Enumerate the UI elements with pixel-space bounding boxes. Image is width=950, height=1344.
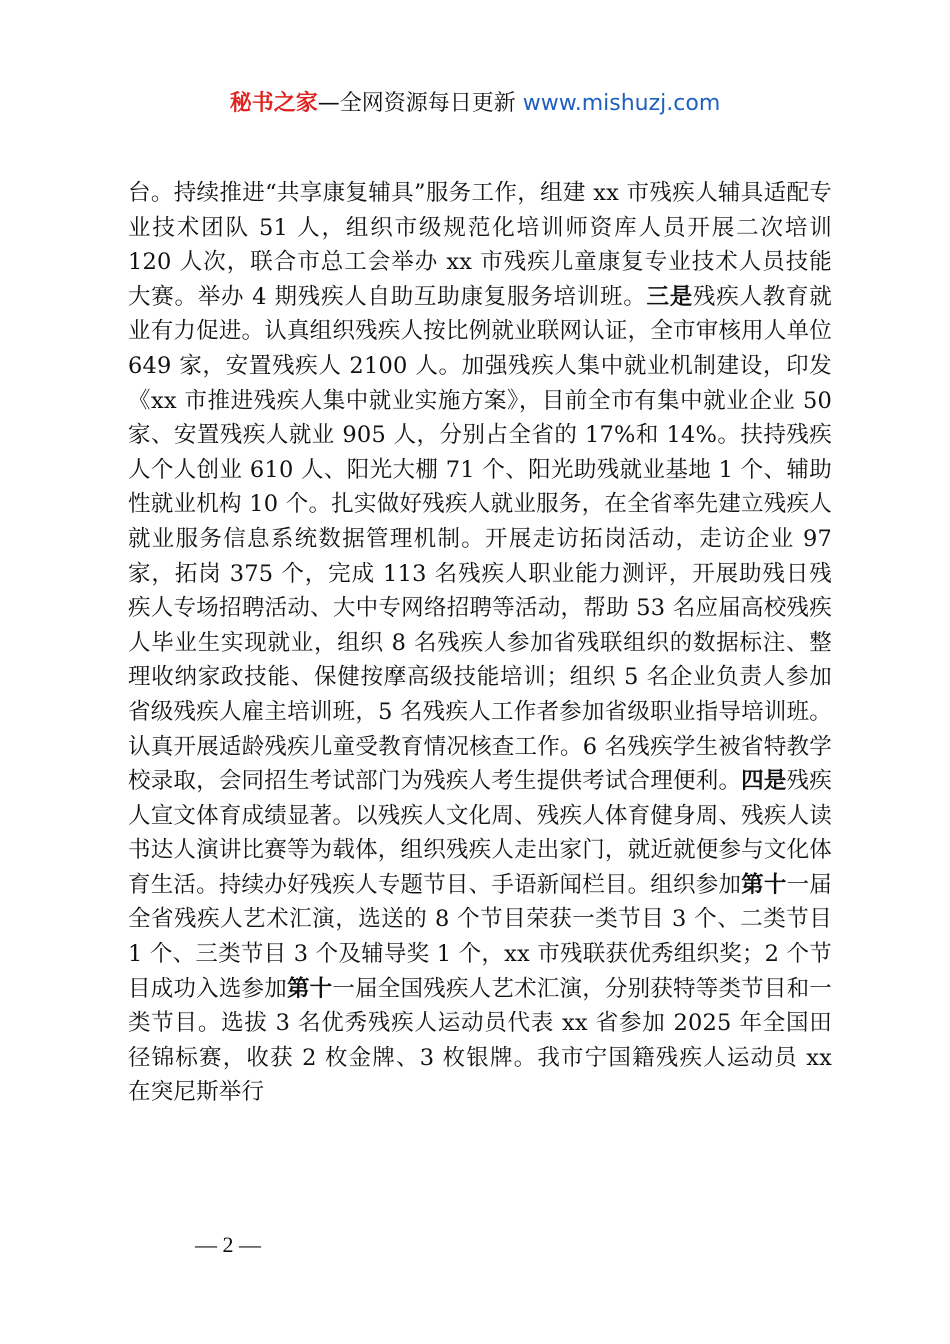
site-header — [0, 88, 950, 120]
bold-ordinal-2: 第十 — [286, 975, 333, 1002]
brand-name: 秘书之家 — [229, 91, 318, 116]
page-number: — 2 — — [195, 1232, 261, 1257]
body-text-3: 残疾人宣文体育成绩显著。以残疾人文化周、残疾人体育健身周、残疾人读书达人演讲比赛等为载体，组织残疾人走出家门，就近就便参与文化体育生活。持续办好残疾人专题节目、手语新闻栏目。组织参加 — [128, 768, 832, 898]
bold-marker-four: 四是 — [741, 768, 787, 795]
header-slogan: —全网资源每日更新 — [317, 91, 523, 116]
body-text-4: 一届全省残疾人艺术汇演，选送的 8 个节目荣获一类节目 3 个、二类节目 1 个、三类节目 3 个及辅导奖 1 个，xx 市残联获优秀组织奖；2 个节目成功入选参加 — [128, 871, 832, 1002]
bold-ordinal-1: 第十 — [741, 871, 787, 898]
body-text-1: 台。持续推进“共享康复辅具”服务工作，组建 xx 市残疾人辅具适配专业技术团队 51 人，组织市级规范化培训师资库人员开展二次培训 120 人次，联合市总工会举办 xx 市残疾儿童康复专业技术人员技能大赛。举办 4 期残疾人自助互助康复服务培训班。 — [128, 180, 832, 310]
body-text-5: 一届全国残疾人艺术汇演，分别获特等类节目和一类节目。选拔 3 名优秀残疾人运动员代表 xx 省参加 2025 年全国田径锦标赛，收获 2 枚金牌、3 枚银牌。我市宁国籍残疾人运动员 xx 在突尼斯举行 — [128, 975, 832, 1106]
site-url-link[interactable]: www.mishuzj.com — [522, 91, 721, 116]
document-body — [128, 176, 832, 1110]
body-text-2: 残疾人教育就业有力促进。认真组织残疾人按比例就业联网认证，全市审核用人单位 649 家，安置残疾人 2100 人。加强残疾人集中就业机制建设，印发《xx 市推进残疾人集中就业实施方案》，目前全市有集中就业企业 50 家、安置残疾人就业 905 人，分别占全省的 17%和 14%。扶持残疾人个人创业 610 人、阳光大棚 71 个、阳光助残就业基地 1 个、辅助性就业机构 10 个。扎实做好残疾人就业服务，在全省率先建立残疾人就业服务信息系统数据管理机制。开展走访拓岗活动，走访企业 97 家，拓岗 375 个，完成 113 名残疾人职业能力测评，开展助残日残疾人专场招聘活动、大中专网络招聘等活动，帮助 53 名应届高校残疾人毕业生实现就业，组织 8 名残疾人参加省残联组织的数据标注、整理收纳家政技能、保健按摩高级技能培训；组织 5 名企业负责人参加省级残疾人雇主培训班，5 名残疾人工作者参加省级职业指导培训班。认真开展适龄残疾儿童受教育情况核查工作。6 名残疾学生被省特教学校录取，会同招生考试部门为残疾人考生提供考试合理便利。 — [128, 283, 832, 795]
bold-marker-three: 三是 — [646, 283, 694, 310]
